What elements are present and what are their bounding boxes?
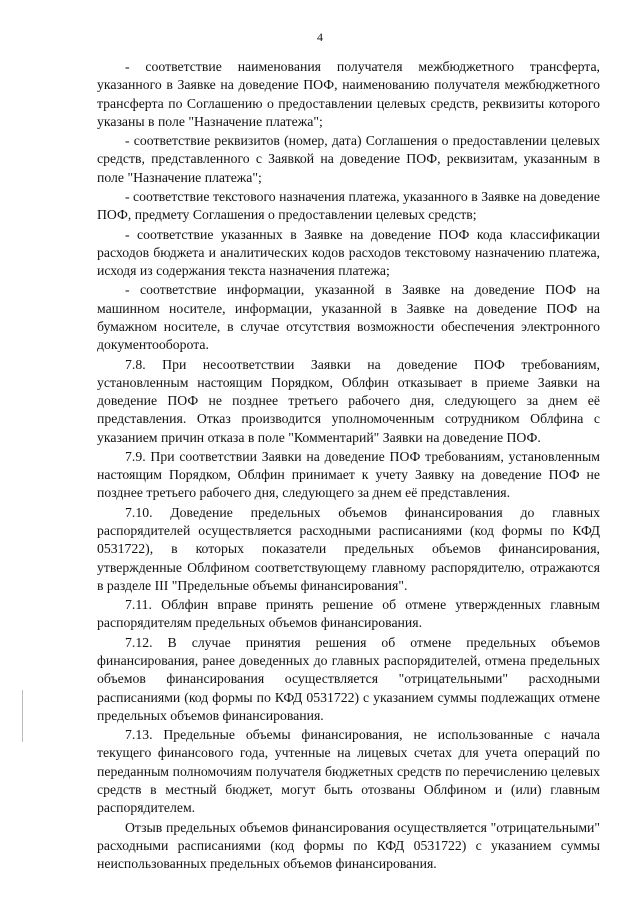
- page-number: 4: [317, 30, 323, 44]
- paragraph-7-13: 7.13. Предельные объемы финансирования, не использованные с начала текущего финансового года, учтенные на лицевых счетах для учета операций по переданным полномочиям получателя бюджетных средств по перечислению целевых средств в местный бюджет, могут быть отозваны Облфином и (или) главным распорядителем.: [97, 727, 600, 816]
- paragraph-withdrawal: Отзыв предельных объемов финансирования осуществляется "отрицательными" расходными расписаниями (код формы по КФД 0531722) с указанием суммы неиспользованных предельных объемов финансирования.: [97, 819, 600, 872]
- paragraph-requirement-recipient-name: - соответствие наименования получателя межбюджетного трансферта, указанного в Заявке на доведение ПОФ, наименованию получателя межбюджетного трансферта по Соглашению о предоставлении целевых средств, реквизиты которого указаны в поле "Назначение платежа";: [97, 59, 600, 129]
- paragraph-7-9: 7.9. При соответствии Заявки на доведение ПОФ требованиям, установленным настоящим Порядком, Облфин принимает к учету Заявку на доведение ПОФ не позднее третьего рабочего дня, следующего за днем её представления.: [97, 448, 600, 501]
- paragraph-7-8: 7.8. При несоответствии Заявки на доведение ПОФ требованиям, установленным настоящим Порядком, Облфин отказывает в приеме Заявки на доведение ПОФ не позднее третьего рабочего дня, следующего за днем её представления. Отказ производится уполномоченным сотрудником Облфина с указанием причин отказа в поле "Комментарий" Заявки на доведение ПОФ.: [97, 356, 600, 445]
- paragraph-7-11: 7.11. Облфин вправе принять решение об отмене утвержденных главным распорядителям предельных объемов финансирования.: [97, 597, 600, 631]
- paragraph-requirement-agreement-details: - соответствие реквизитов (номер, дата) Соглашения о предоставлении целевых средств, представленного с Заявкой на доведение ПОФ, реквизитам, указанным в поле "Назначение платежа";: [97, 133, 600, 185]
- paragraph-requirement-media-match: - соответствие информации, указанной в Заявке на доведение ПОФ на машинном носителе, информации, указанной в Заявке на доведение ПОФ на бумажном носителе, в случае отсутствия возможности обеспечения электронного документооборота.: [97, 282, 600, 353]
- paragraph-7-10: 7.10. Доведение предельных объемов финансирования до главных распорядителей осуществляется расходными расписаниями (код формы по КФД 0531722), в которых показатели предельных объемов финансирования, утвержденные Облфином соответствующему главному распорядителю, отражаются в разделе III "Предельные объемы финансирования".: [97, 504, 600, 593]
- paragraph-7-12: 7.12. В случае принятия решения об отмене предельных объемов финансирования, ранее доведенных до главных распорядителей, отмена предельных объемов финансирования осуществляется "отрицательными" расходными расписаниями (код формы по КФД 0531722) с указанием суммы подлежащих отмене предельных объемов финансирования.: [97, 634, 600, 723]
- document-body: [97, 58, 600, 873]
- scan-margin-mark: [22, 690, 23, 742]
- paragraph-requirement-budget-codes: - соответствие указанных в Заявке на доведение ПОФ кода классификации расходов бюджета и аналитических кодов расходов текстовому назначению платежа, исходя из содержания текста назначения платежа;: [97, 226, 600, 279]
- paragraph-requirement-payment-purpose: - соответствие текстового назначения платежа, указанного в Заявке на доведение ПОФ, предмету Соглашения о предоставлении целевых средств;: [97, 188, 600, 223]
